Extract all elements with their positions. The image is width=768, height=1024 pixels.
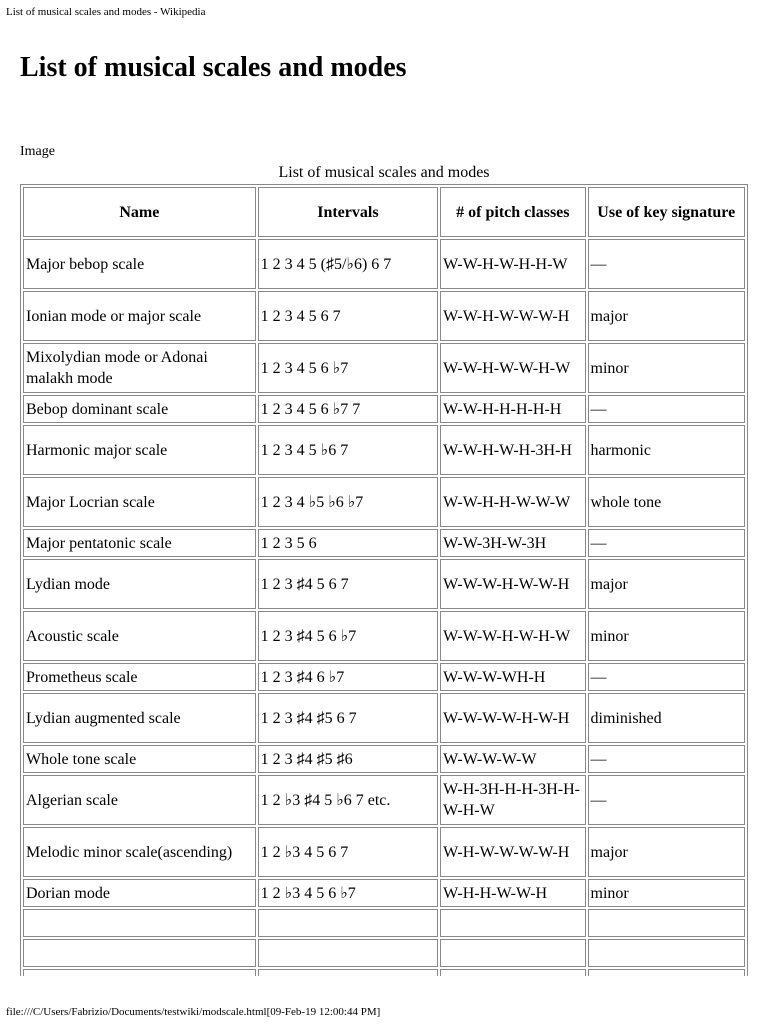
empty-cell — [588, 939, 745, 967]
cell-intervals: 1 2 3 ♯4 ♯5 ♯6 — [258, 745, 439, 773]
cell-key-signature: major — [588, 291, 745, 341]
cell-name: Major Locrian scale — [23, 477, 256, 527]
table-row — [23, 775, 745, 825]
cell-intervals: 1 2 3 ♯4 5 6 7 — [258, 559, 439, 609]
cell-pitch-classes: W-W-H-W-W-H-W — [440, 343, 585, 393]
table-row — [23, 827, 745, 877]
cell-intervals: 1 2 ♭3 ♯4 5 ♭6 7 etc. — [258, 775, 439, 825]
table-row — [23, 611, 745, 661]
table-row — [23, 879, 745, 907]
empty-cell — [440, 939, 585, 967]
cell-pitch-classes: W-W-W-W-W — [440, 745, 585, 773]
empty-cell — [23, 909, 256, 937]
cell-key-signature: harmonic — [588, 425, 745, 475]
table-row — [23, 477, 745, 527]
cell-key-signature: minor — [588, 879, 745, 907]
empty-cell — [258, 939, 439, 967]
cell-intervals: 1 2 ♭3 4 5 6 ♭7 — [258, 879, 439, 907]
print-header: List of musical scales and modes - Wikipedia — [6, 6, 206, 18]
cell-name: Whole tone scale — [23, 745, 256, 773]
print-footer: file:///C/Users/Fabrizio/Documents/testwiki/modscale.html[09-Feb-19 12:00:44 PM] — [6, 1006, 381, 1018]
empty-cell — [258, 909, 439, 937]
cell-name: Melodic minor scale(ascending) — [23, 827, 256, 877]
image-label: Image — [20, 144, 55, 159]
cell-key-signature: minor — [588, 611, 745, 661]
cell-key-signature: — — [588, 745, 745, 773]
table-row — [23, 529, 745, 557]
cell-pitch-classes: W-W-H-W-H-3H-H — [440, 425, 585, 475]
cell-intervals: 1 2 ♭3 4 5 6 7 — [258, 827, 439, 877]
cell-name: Ionian mode or major scale — [23, 291, 256, 341]
cell-intervals: 1 2 3 ♯4 6 ♭7 — [258, 663, 439, 691]
cell-key-signature: major — [588, 827, 745, 877]
empty-table-row — [23, 969, 745, 976]
cell-pitch-classes: W-W-H-W-W-W-H — [440, 291, 585, 341]
cell-key-signature: major — [588, 559, 745, 609]
cell-intervals: 1 2 3 ♯4 ♯5 6 7 — [258, 693, 439, 743]
cell-pitch-classes: W-W-W-WH-H — [440, 663, 585, 691]
empty-cell — [23, 969, 256, 976]
empty-table-row — [23, 939, 745, 967]
cell-key-signature: — — [588, 395, 745, 423]
table-row — [23, 663, 745, 691]
cell-key-signature: minor — [588, 343, 745, 393]
cell-key-signature: — — [588, 775, 745, 825]
empty-cell — [258, 969, 439, 976]
cell-name: Dorian mode — [23, 879, 256, 907]
table-row — [23, 559, 745, 609]
cell-name: Major bebop scale — [23, 239, 256, 289]
cell-intervals: 1 2 3 4 ♭5 ♭6 ♭7 — [258, 477, 439, 527]
cell-pitch-classes: W-W-W-H-W-W-H — [440, 559, 585, 609]
scales-table — [20, 184, 748, 976]
cell-pitch-classes: W-H-3H-H-H-3H-H-W-H-W — [440, 775, 585, 825]
cell-pitch-classes: W-W-H-H-H-H-H — [440, 395, 585, 423]
cell-pitch-classes: W-W-3H-W-3H — [440, 529, 585, 557]
cell-pitch-classes: W-H-W-W-W-W-H — [440, 827, 585, 877]
table-row — [23, 425, 745, 475]
empty-table-row — [23, 909, 745, 937]
table-row — [23, 693, 745, 743]
cell-name: Algerian scale — [23, 775, 256, 825]
cell-name: Bebop dominant scale — [23, 395, 256, 423]
cell-intervals: 1 2 3 5 6 — [258, 529, 439, 557]
table-row — [23, 395, 745, 423]
column-header-key-signature: Use of key signature — [588, 187, 745, 237]
cell-name: Lydian augmented scale — [23, 693, 256, 743]
cell-key-signature: whole tone — [588, 477, 745, 527]
table-row — [23, 291, 745, 341]
table-row — [23, 239, 745, 289]
table-header-row — [23, 187, 745, 237]
column-header-name: Name — [23, 187, 256, 237]
table-row — [23, 745, 745, 773]
empty-cell — [23, 939, 256, 967]
cell-pitch-classes: W-W-H-W-H-H-W — [440, 239, 585, 289]
cell-intervals: 1 2 3 4 5 6 ♭7 7 — [258, 395, 439, 423]
cell-intervals: 1 2 3 ♯4 5 6 ♭7 — [258, 611, 439, 661]
cell-intervals: 1 2 3 4 5 (♯5/♭6) 6 7 — [258, 239, 439, 289]
cell-name: Prometheus scale — [23, 663, 256, 691]
empty-cell — [588, 969, 745, 976]
table-row — [23, 343, 745, 393]
empty-cell — [440, 909, 585, 937]
cell-name: Major pentatonic scale — [23, 529, 256, 557]
cell-name: Lydian mode — [23, 559, 256, 609]
cell-intervals: 1 2 3 4 5 6 ♭7 — [258, 343, 439, 393]
table-caption: List of musical scales and modes — [278, 164, 490, 181]
cell-intervals: 1 2 3 4 5 6 7 — [258, 291, 439, 341]
empty-cell — [588, 909, 745, 937]
column-header-intervals: Intervals — [258, 187, 439, 237]
cell-pitch-classes: W-W-H-H-W-W-W — [440, 477, 585, 527]
cell-key-signature: diminished — [588, 693, 745, 743]
cell-pitch-classes: W-W-W-W-H-W-H — [440, 693, 585, 743]
column-header-pitch-classes: # of pitch classes — [440, 187, 585, 237]
cell-key-signature: — — [588, 663, 745, 691]
cell-name: Mixolydian mode or Adonai malakh mode — [23, 343, 256, 393]
cell-name: Harmonic major scale — [23, 425, 256, 475]
cell-intervals: 1 2 3 4 5 ♭6 7 — [258, 425, 439, 475]
cell-pitch-classes: W-H-H-W-W-H — [440, 879, 585, 907]
page-title: List of musical scales and modes — [20, 52, 407, 83]
table-container — [20, 184, 748, 976]
cell-key-signature: — — [588, 529, 745, 557]
empty-cell — [440, 969, 585, 976]
cell-name: Acoustic scale — [23, 611, 256, 661]
cell-key-signature: — — [588, 239, 745, 289]
cell-pitch-classes: W-W-W-H-W-H-W — [440, 611, 585, 661]
